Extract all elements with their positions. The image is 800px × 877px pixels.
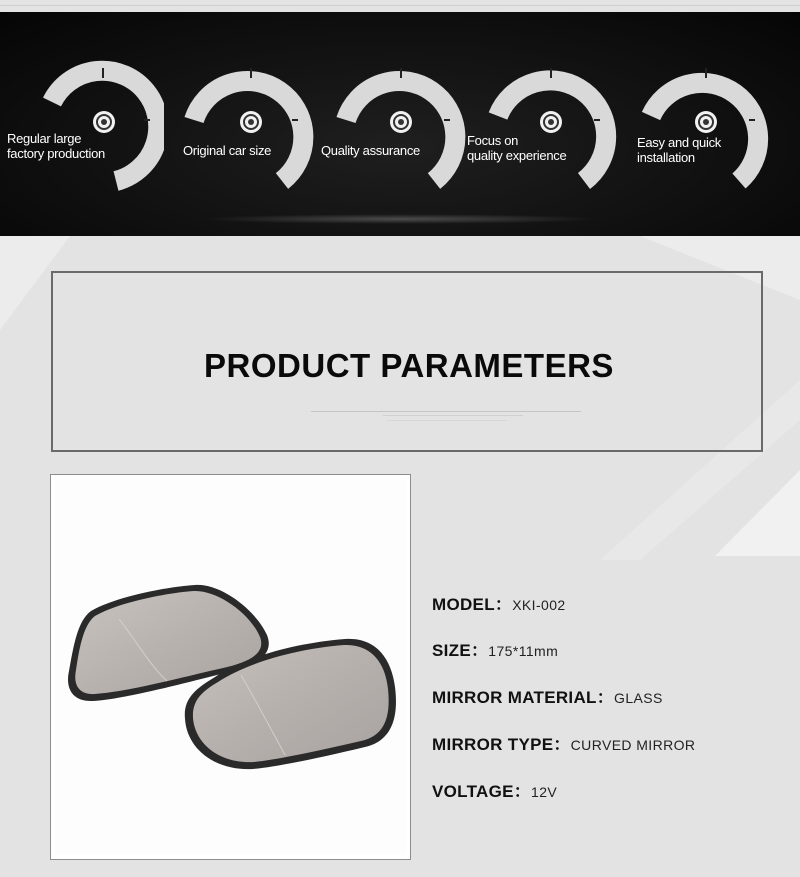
spec-value: 12V: [531, 784, 558, 800]
spec-key: MIRROR TYPE：: [432, 735, 571, 754]
product-photo: [55, 479, 406, 855]
feature-label: Regular large factory production: [7, 131, 105, 161]
decorative-rule: [383, 415, 523, 416]
side-mirror-glass-pair: [55, 479, 406, 855]
feature-item: [467, 12, 630, 236]
spec-key: MIRROR MATERIAL：: [432, 688, 615, 707]
spec-value: 175*11mm: [488, 643, 559, 659]
feature-label: Focus on quality experience: [467, 133, 567, 163]
spec-row-material: [432, 683, 663, 707]
feature-item: [4, 12, 164, 236]
product-photo-frame: [50, 474, 411, 860]
spec-row-type: [432, 730, 695, 754]
spec-key: VOLTAGE：: [432, 782, 532, 801]
spec-value: XKI-002: [512, 597, 566, 613]
feature-item: [170, 12, 330, 236]
feature-item: [625, 12, 785, 236]
product-parameters-box: [51, 271, 763, 452]
feature-banner: [0, 12, 800, 236]
gauge-dial-icon: [320, 12, 480, 236]
spec-value: CURVED MIRROR: [570, 737, 696, 753]
decorative-rule: [387, 420, 507, 421]
spec-value: GLASS: [614, 690, 663, 706]
decorative-rule: [311, 411, 581, 412]
gauge-dial-icon: [625, 12, 785, 236]
spec-row-model: [432, 590, 566, 614]
spec-key: SIZE：: [432, 641, 489, 660]
feature-item: [320, 12, 480, 236]
section-title: PRODUCT PARAMETERS: [204, 347, 614, 384]
feature-label: Quality assurance: [321, 143, 420, 158]
feature-label: Easy and quick installation: [637, 135, 721, 165]
gauge-dial-icon: [4, 12, 164, 236]
spec-row-voltage: [432, 777, 557, 801]
gauge-dial-icon: [470, 12, 630, 236]
gauge-dial-icon: [170, 12, 330, 236]
spec-key: MODEL：: [432, 595, 513, 614]
feature-label: Original car size: [183, 143, 272, 158]
spec-row-size: [432, 636, 558, 660]
